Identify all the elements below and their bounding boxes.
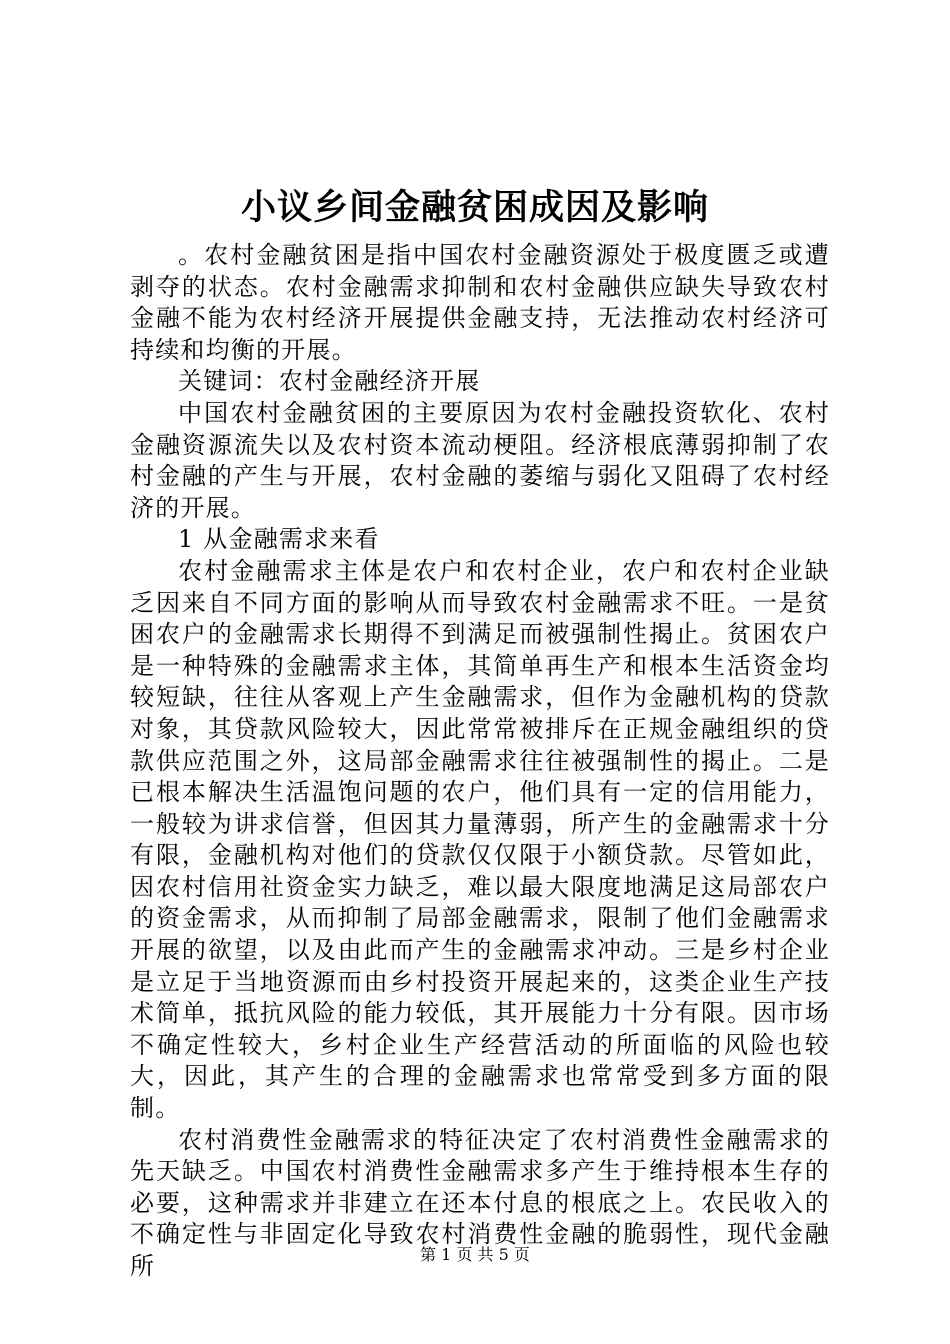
document-body: [130, 240, 830, 1283]
paragraph-consumer-demand: 农村消费性金融需求的特征决定了农村消费性金融需求的先天缺乏。中国农村消费性金融需求多产生于维持根本生存的必要，这种需求并非建立在还本付息的根底之上。农民收入的不确定性与非固定化导致农村消费性金融的脆弱性，现代金融所: [130, 1125, 830, 1280]
document-title: 小议乡间金融贫困成因及影响: [240, 187, 709, 228]
paragraph-main-causes: 中国农村金融贫困的主要原因为农村金融投资软化、农村金融资源流失以及农村资本流动梗阻。经济根底薄弱抑制了农村金融的产生与开展，农村金融的萎缩与弱化又阻碍了农村经济的开展。: [130, 398, 830, 522]
paragraph-abstract: 。农村金融贫困是指中国农村金融资源处于极度匮乏或遭剥夺的状态。农村金融需求抑制和农村金融供应缺失导致农村金融不能为农村经济开展提供金融支持，无法推动农村经济可持续和均衡的开展。: [130, 241, 830, 364]
section-heading: 1 从金融需求来看: [178, 525, 380, 554]
page-footer: 第 1 页 共 5 页: [420, 1245, 530, 1264]
paragraph-demand-analysis: 农村金融需求主体是农户和农村企业，农户和农村企业缺乏因来自不同方面的影响从而导致农村金融需求不旺。一是贫困农户的金融需求长期得不到满足而被强制性揭止。贫困农户是一种特殊的金融需求主体，其简单再生产和根本生活资金均较短缺，往往从客观上产生金融需求，但作为金融机构的贷款对象，其贷款风险较大，因此常常被排斥在正规金融组织的贷款供应范围之外，这局部金融需求往往被强制性的揭止。二是已根本解决生活温饱问题的农户，他们具有一定的信用能力，一般较为讲求信誉，但因其力量薄弱，所产生的金融需求十分有限，金融机构对他们的贷款仅仅限于小额贷款。尽管如此，因农村信用社资金实力缺乏，难以最大限度地满足这局部农户的资金需求，从而抑制了局部金融需求，限制了他们金融需求开展的欲望，以及由此而产生的金融需求冲动。三是乡村企业是立足于当地资源而由乡村投资开展起来的，这类企业生产技术简单，抵抗风险的能力较低，其开展能力十分有限。因市场不确定性较大，乡村企业生产经营活动的所面临的风险也较大，因此，其产生的合理的金融需求也常常受到多方面的限制。: [130, 556, 830, 1123]
paragraph-keywords: 关键词：农村金融经济开展: [178, 367, 481, 396]
